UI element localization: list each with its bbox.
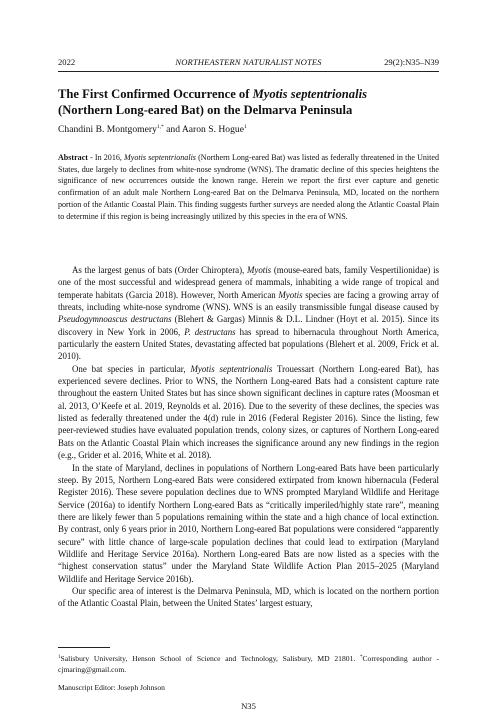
footnote-affiliation: Salisbury University, Henson School of Science and Technology, Salisbury, MD 21801. — [60, 654, 360, 663]
abstract-label: Abstract — [58, 153, 88, 162]
author-line — [58, 124, 247, 135]
footnote-rule — [58, 647, 110, 648]
p1-text-e: has spread to hibernacula throughout North America, particularly the eastern United States, devastating affected bat populations (Blehert et al. 2009, Frick et al. 2010). — [58, 326, 439, 362]
author-2: Aaron S. Hogue — [181, 124, 244, 135]
header-year: 2022 — [58, 57, 76, 67]
author-2-affiliation-mark: 1 — [243, 124, 247, 130]
abstract-text-1: - In 2016, — [87, 153, 125, 162]
abstract-text-2: (Northern Long-eared Bat) was listed as federally threatened in the United States, due largely to declines from white-nose syndrome (WNS). The dramatic decline of this species heightens the significance of new occurrences outside the known range. Herein we report the first ever capture and genetic confirmation of an adult male Northern Long-eared Bat on the Delmarva Peninsula, MD, located on the northern portion of the Atlantic Coastal Plain. This finding suggests further surveys are needed along the Atlantic Coastal Plain to determine if this region is being increasingly utilized by this species in the era of WNS. — [58, 153, 439, 221]
title-part2: (Northern Long-eared Bat) on the Delmarva Peninsula — [58, 103, 353, 117]
header-rule — [58, 71, 439, 72]
p2-italic-a: Myotis septentrionalis — [190, 363, 273, 374]
paragraph-1 — [58, 264, 439, 363]
running-header — [58, 57, 439, 69]
abstract-species: Myotis septentrionalis — [124, 153, 196, 162]
title-part1: The First Confirmed Occurrence of — [58, 87, 253, 101]
title-species: Myotis septentrionalis — [252, 87, 367, 101]
p2-text-a: One bat species in particular, — [72, 363, 191, 374]
p1-italic-c: Pseudogymnoascus destructans — [58, 314, 172, 325]
p1-text-a: As the largest genus of bats (Order Chiroptera), — [72, 265, 247, 275]
p1-text-c: species are facing a growing array of threats, including white-nose syndrome (WNS). WNS is an easily transmissible fungal disease caused by — [58, 289, 439, 313]
header-journal: NORTHEASTERN NATURALIST NOTES — [175, 57, 322, 67]
footnote-mark-2: * — [359, 655, 363, 660]
paragraph-4: Our specific area of interest is the Delmarva Peninsula, MD, which is located on the northern portion of the Atlantic Coastal Plain, between the United States’ largest estuary, — [58, 585, 439, 609]
author-1-affiliation-mark: 1,* — [156, 124, 164, 130]
abstract — [58, 152, 439, 222]
p1-italic-a: Myotis — [246, 265, 272, 275]
author-1: Chandini B. Montgomery — [58, 124, 157, 135]
footnote-mark-1: 1 — [58, 655, 61, 660]
header-volume: 29(2):N35–N39 — [384, 57, 439, 67]
p1-italic-b: Myotis — [278, 289, 303, 300]
page-number: N35 — [241, 701, 256, 711]
footnote-corresponding: Corresponding author - cjmaring@gmail.com. — [58, 654, 439, 674]
paragraph-2 — [58, 363, 439, 462]
manuscript-editor: Manuscript Editor: Joseph Johnson — [58, 683, 165, 692]
article-title — [58, 86, 439, 118]
author-connector: and — [163, 124, 182, 135]
paragraph-3: In the state of Maryland, declines in populations of Northern Long-eared Bats have been particularly steep. By 2015, Northern Long-eared Bats were considered extirpated from known hibernacula (Federal Register 2016). These severe population declines due to WNS prompted Maryland Wildlife and Heritage Service (2016a) to identify Northern Long-eared Bats as “critically imperiled/highly state rare”, meaning there are likely fewer than 5 populations remaining within the state and a high chance of local extinction. By contrast, only 6 years prior in 2010, Northern Long-eared Bat populations were considered “apparently secure” with little chance of large-scale population declines that could lead to extirpation (Maryland Wildlife and Heritage Service 2016a). Northern Long-eared Bats are now listed as a species with the “highest conservation status” under the Maryland State Wildlife Action Plan 2015–2025 (Maryland Wildlife and Heritage Service 2016b). — [58, 462, 439, 584]
p2-text-b: Trouessart (Northern Long-eared Bat), has experienced severe declines. Prior to WNS, the Northern Long-eared Bats had a consistent capture rate throughout the eastern United States but has since shown significant declines in capture rates (Moosman et al. 2013, O’Keefe et al. 2019, Reynolds et al. 2016). Due to the severity of these declines, the species was listed as federally threatened under the 4(d) rule in 2016 (Federal Register 2016). Since the listing, few peer-reviewed studies have evaluated population trends, colony sizes, or captures of Northern Long-eared Bats on the Atlantic Coastal Plain which increases the significance around any new findings in the region (e.g., Grider et al. 2016, White et al. 2018). — [58, 363, 439, 461]
footnote — [58, 653, 439, 675]
p1-text-d: (Blehert & Gargas) Minnis & D.L. Lindner (Hoyt et al. 2015). Since its discovery in New York in 2006, — [58, 314, 439, 337]
article-body — [58, 264, 439, 610]
p1-italic-d: P. destructans — [184, 326, 236, 337]
p1-text-b: (mouse-eared bats, family Vespertilionidae) is one of the most successful and widespread genera of mammals, inhabiting a wide range of tropical and temperate habitats (Garcia 2018). However, North American — [58, 265, 439, 300]
